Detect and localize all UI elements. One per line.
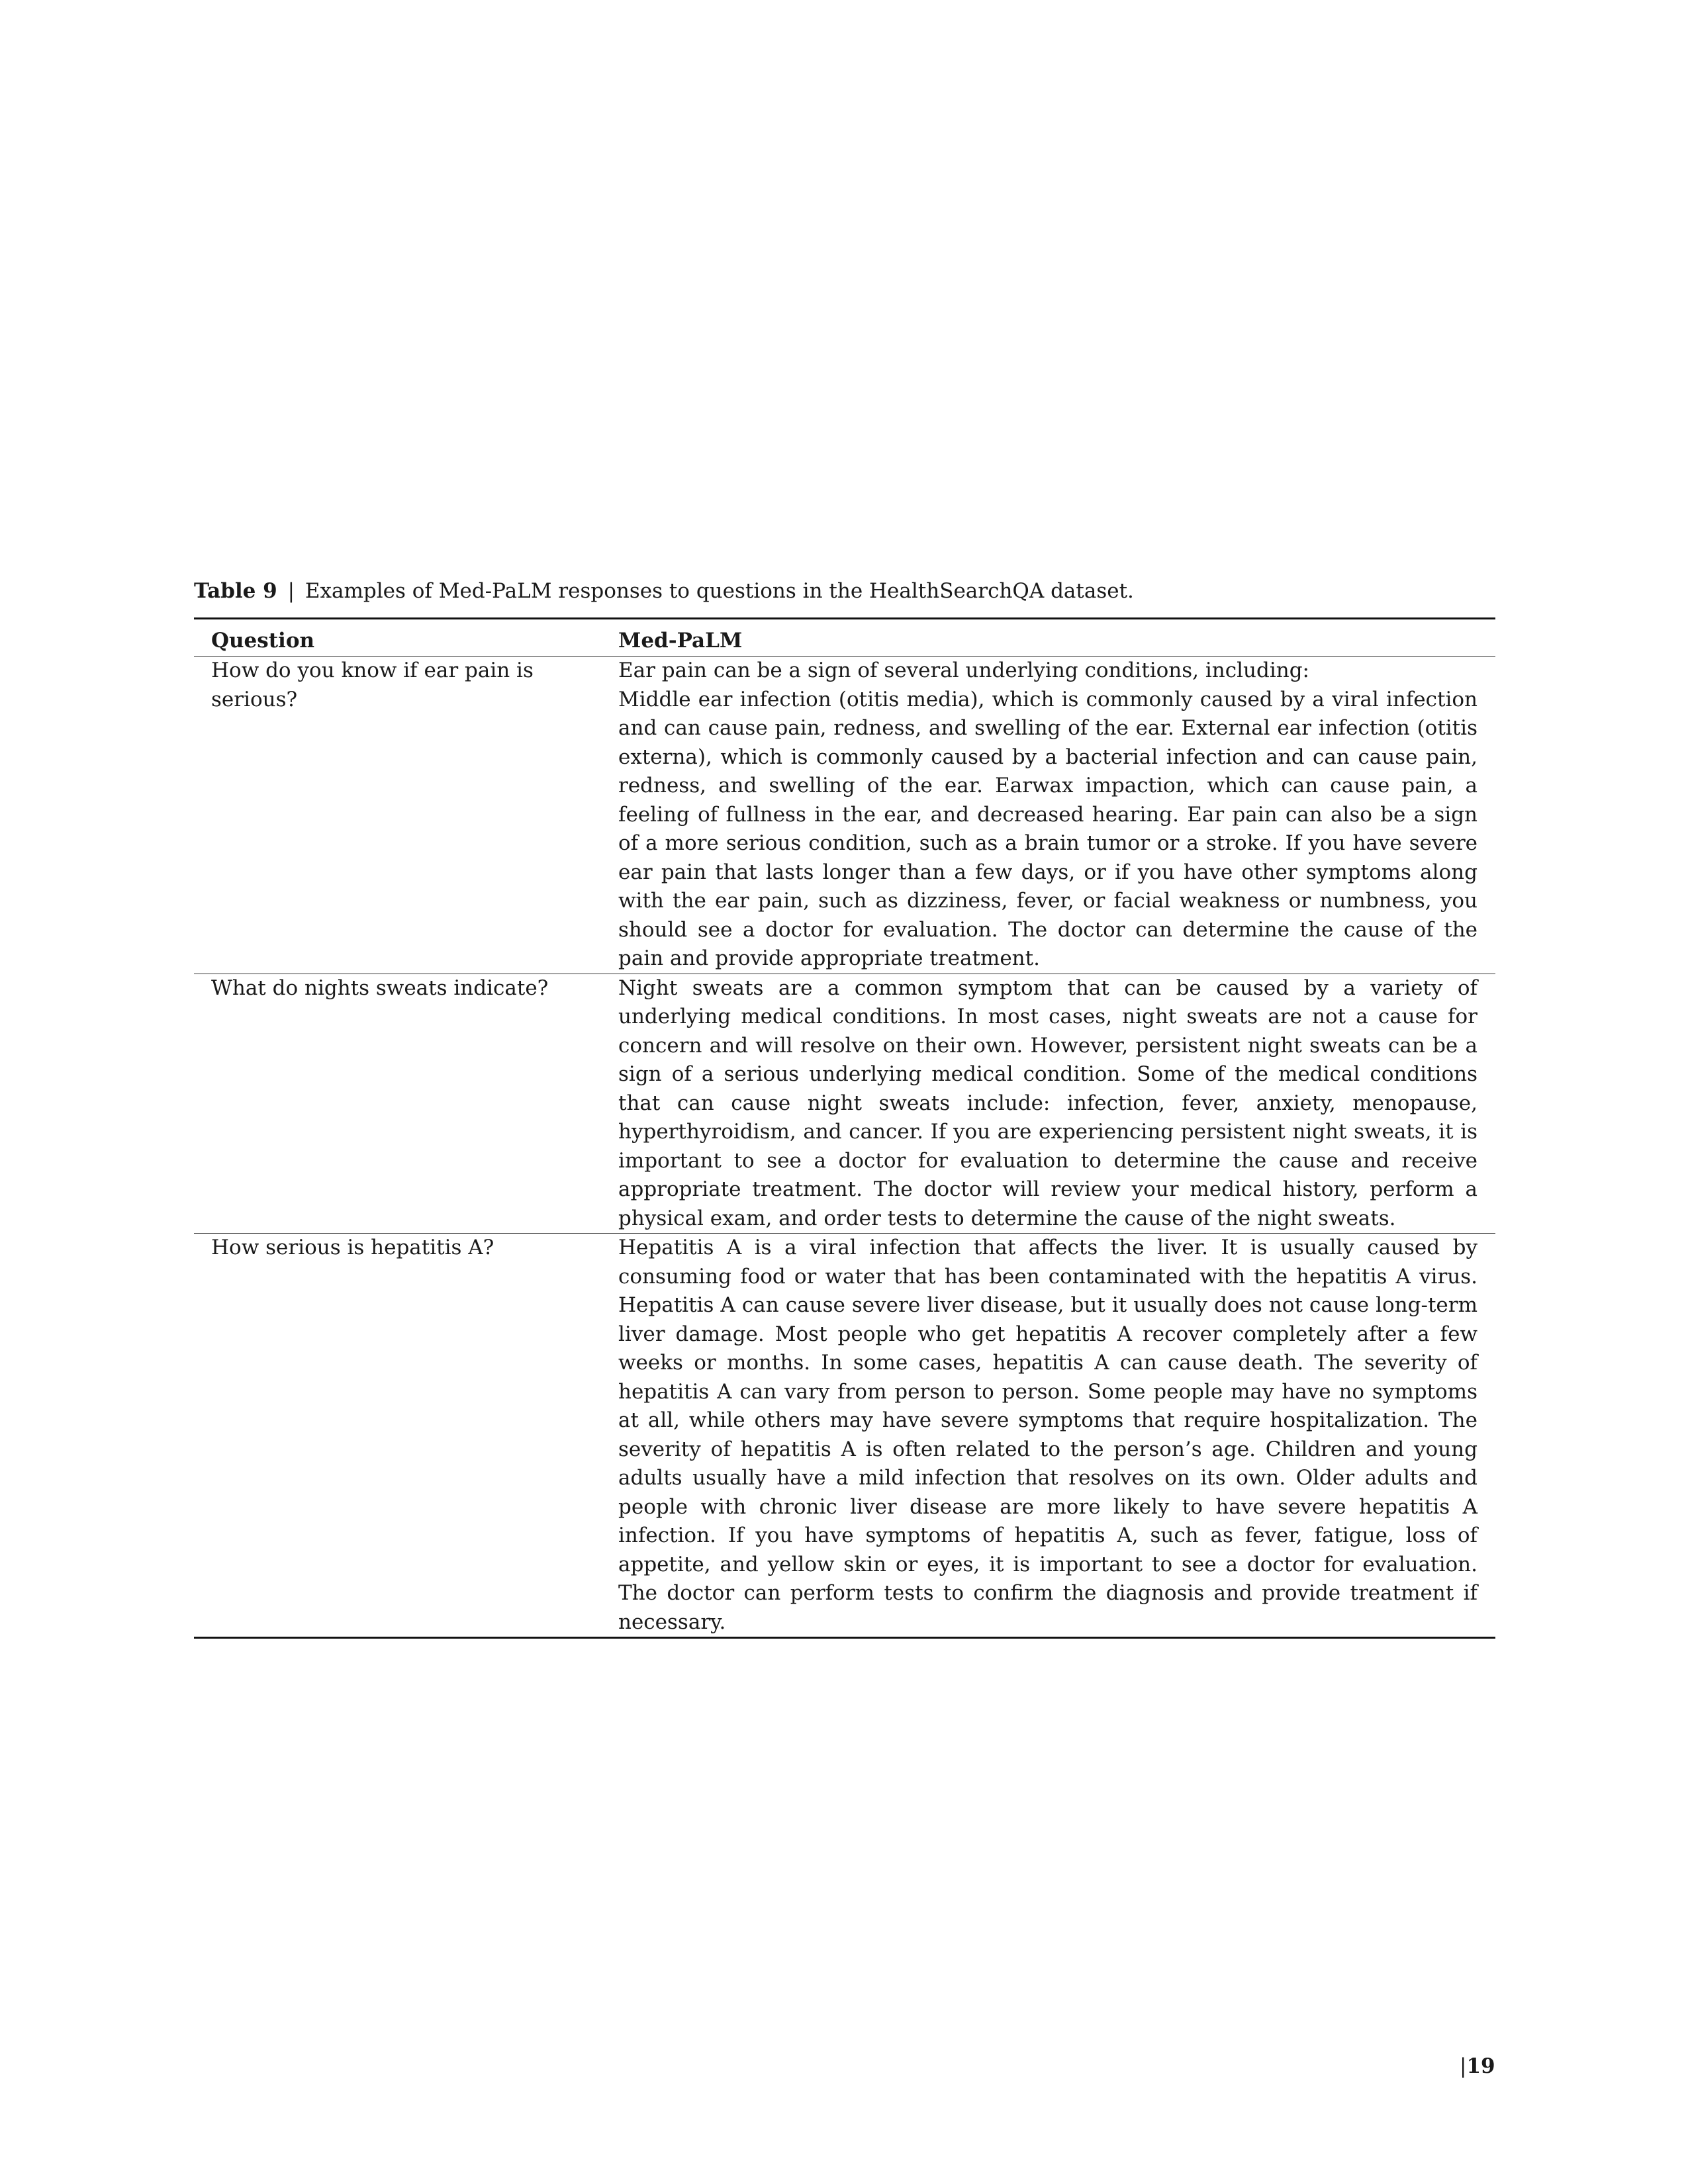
header-med-palm: Med-PaLM bbox=[618, 629, 743, 653]
table-row bbox=[194, 974, 1495, 1234]
page-number-value: 19 bbox=[1466, 2054, 1495, 2078]
table-caption-label: Table 9 bbox=[194, 579, 277, 603]
answer-intro: Ear pain can be a sign of several underlying conditions, including: bbox=[618, 659, 1309, 682]
answer-body: Middle ear infection (otitis media), which is commonly caused by a viral infection and can cause pain, redness, and swelling of the ear. External ear infection (otitis externa), which is commonly caused by a bacterial infection and can cause pain, redness, and swelling of the ear. Earwax impaction, which can cause pain, a feeling of fullness in the ear, and decreased hearing. Ear pain can also be a sign of a more serious condition, such as a brain tumor or a stroke. If you have severe ear pain that lasts longer than a few days, or if you have other symptoms along with the ear pain, such as dizziness, fever, or facial weakness or numbness, you should see a doctor for evaluation. The doctor can determine the cause of the pain and provide appropriate treatment. bbox=[618, 687, 1477, 970]
table-row bbox=[194, 656, 1495, 974]
answer-body: Hepatitis A is a viral infection that affects the liver. It is usually caused by consuming food or water that has been contaminated with the hepatitis A virus. Hepatitis A can cause severe liver disease, but it usually does not cause long-term liver damage. Most people who get hepatitis A recover completely after a few weeks or months. In some cases, hepatitis A can cause death. The severity of hepatitis A can vary from person to person. Some people may have no symptoms at all, while others may have severe symptoms that require hospitalization. The severity of hepatitis A is often related to the person’s age. Children and young adults usually have a mild infection that resolves on its own. Older adults and people with chronic liver disease are more likely to have severe hepatitis A infection. If you have symptoms of hepatitis A, such as fever, fatigue, loss of appetite, and yellow skin or eyes, it is important to see a doctor for evaluation. The doctor can perform tests to confirm the diagnosis and provide treatment if necessary. bbox=[618, 1236, 1477, 1634]
answer-cell bbox=[618, 657, 1495, 974]
page-number bbox=[1460, 2053, 1495, 2079]
question-cell: How serious is hepatitis A? bbox=[211, 1236, 494, 1259]
answer-cell bbox=[618, 1234, 1495, 1637]
header-question: Question bbox=[211, 629, 315, 653]
table-header-row bbox=[194, 619, 1495, 656]
question-cell: What do nights sweats indicate? bbox=[211, 976, 549, 1000]
table-row bbox=[194, 1233, 1495, 1637]
page-number-bar: | bbox=[1460, 2054, 1467, 2078]
question-cell: How do you know if ear pain is serious? bbox=[211, 659, 534, 711]
examples-table bbox=[194, 617, 1495, 1639]
table-caption-text: Examples of Med-PaLM responses to questions in the HealthSearchQA dataset. bbox=[305, 579, 1134, 603]
answer-cell bbox=[618, 974, 1495, 1234]
table-caption bbox=[194, 578, 1505, 604]
answer-body: Night sweats are a common symptom that can be caused by a variety of underlying medical conditions. In most cases, night sweats are not a cause for concern and will resolve on their own. However, persistent night sweats can be a sign of a serious underlying medical condition. Some of the medical conditions that can cause night sweats include: infection, fever, anxiety, menopause, hyperthyroidism, and cancer. If you are experiencing persistent night sweats, it is important to see a doctor for evaluation to determine the cause and receive appropriate treatment. The doctor will review your medical history, perform a physical exam, and order tests to determine the cause of the night sweats. bbox=[618, 976, 1477, 1230]
table-caption-separator: | bbox=[287, 579, 295, 603]
